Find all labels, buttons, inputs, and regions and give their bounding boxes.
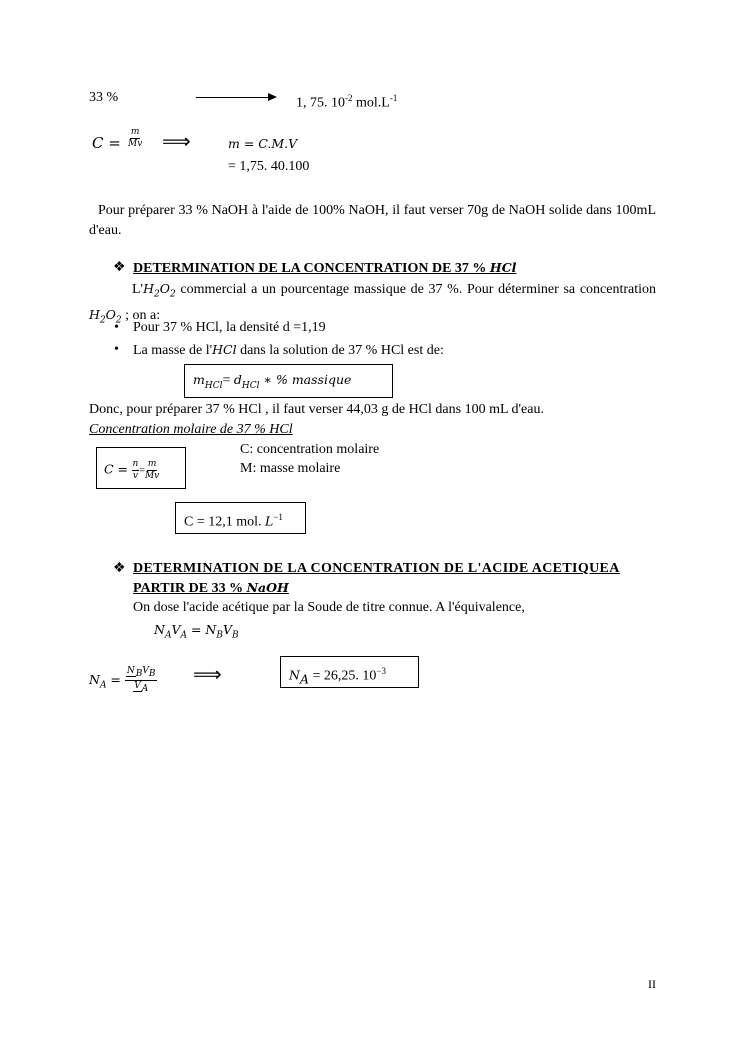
arrow-icon — [196, 97, 268, 98]
formula-rhs: m = C.M.V — [228, 136, 298, 151]
implies-arrow-icon: ⟹ — [162, 131, 191, 153]
bullet-mass — [133, 342, 444, 359]
arrow-head-icon — [268, 93, 277, 101]
text: C = 12,1 mol. — [184, 514, 266, 530]
sub: HCl — [241, 380, 260, 391]
bullet-density: Pour 37 % HCl, la densité d =1,19 — [133, 320, 326, 335]
paragraph-h2o2: $L'H_2O_2$ commercial a un pourcentage massique de 37 %. Pour déterminer sa concentration $H_2O_2$ ; on a: — [89, 281, 656, 325]
rest: ∗ % massique — [259, 372, 352, 387]
legend-c: C: concentration molaire — [240, 442, 380, 457]
denominator: Mv — [128, 139, 143, 149]
text: L' — [132, 282, 144, 297]
eq: = — [222, 373, 234, 388]
na-formula: $N_A$ = $\frac{N_BV_B}{V_A}$ — [89, 666, 156, 694]
sub: 2 — [153, 289, 160, 300]
subtitle-molar: Concentration molaire de 37 % HCl — [89, 422, 293, 437]
sub: A — [99, 680, 107, 691]
section-title-acetic-2 — [133, 580, 289, 597]
title-math: HCl — [489, 260, 517, 275]
paragraph-hcl: Donc, pour préparer 37 % HCl , il faut verser 44,03 g de HCl dans 100 mL d'eau. — [89, 402, 544, 417]
v: V — [171, 622, 181, 637]
math: HCl — [212, 342, 237, 357]
n: N — [89, 671, 100, 687]
sub: A — [141, 683, 149, 694]
text: dans la solution de 37 % HCl est de: — [236, 343, 444, 358]
sub: B — [135, 668, 143, 679]
d: d — [233, 372, 242, 387]
value: = 26,25. 10 — [308, 668, 377, 684]
formula-lhs: C = — [92, 134, 121, 152]
h: H — [143, 281, 154, 296]
v: V — [142, 666, 149, 676]
formula-calc: = 1,75. 40.100 — [228, 159, 310, 174]
n: N — [154, 622, 165, 637]
unit-exp: -1 — [389, 93, 398, 103]
text: ; on a: — [121, 307, 161, 323]
n: N — [126, 666, 135, 676]
o: O — [159, 281, 170, 296]
mv: Mv — [144, 471, 160, 481]
title-text: DETERMINATION DE LA CONCENTRATION DE 37 % — [133, 261, 490, 276]
implies-arrow-icon: ⟹ — [193, 664, 222, 686]
result-value — [184, 509, 283, 531]
math: L — [265, 513, 274, 529]
sub: HCl — [204, 380, 223, 391]
sub: 2 — [169, 289, 176, 300]
math: NaOH — [246, 580, 289, 595]
legend-m: M: masse molaire — [240, 461, 341, 476]
v: V — [134, 680, 141, 691]
lhs: C = — [104, 461, 129, 477]
bullet-diamond-icon: ❖ — [113, 260, 126, 275]
paragraph-naoh: Pour préparer 33 % NaOH à l'aide de 100% NaOH, il faut verser 70g de NaOH solide dans 100mL d'eau. — [89, 203, 656, 238]
section-title-acetic: DETERMINATION DE LA CONCENTRATION DE L'ACIDE ACETIQUEA — [133, 561, 620, 576]
numerator: m — [130, 127, 140, 137]
m: m — [193, 372, 205, 387]
value-exp: -2 — [345, 93, 353, 103]
mass-formula — [193, 372, 351, 394]
text: La masse de l' — [133, 343, 213, 358]
n: N — [289, 667, 300, 683]
value-base: 1, 75. 10 — [296, 95, 345, 111]
eq: = — [139, 465, 145, 477]
eq: = — [106, 671, 121, 687]
exp: −3 — [376, 666, 386, 676]
n: n — [132, 459, 139, 469]
eq: = — [186, 622, 206, 637]
v: v — [132, 471, 138, 481]
formula-fraction — [128, 127, 142, 150]
bullet-diamond-icon: ❖ — [113, 561, 126, 576]
bullet-icon: • — [114, 320, 119, 335]
page-number: II — [648, 977, 656, 991]
m: m — [147, 459, 157, 469]
value-unit: mol.L — [352, 95, 390, 111]
section-title-hcl — [133, 260, 516, 277]
paragraph-acetic: On dose l'acide acétique par la Soude de titre connue. A l'équivalence, — [133, 600, 525, 615]
sub: A — [164, 630, 172, 641]
sub: A — [299, 671, 309, 687]
molar-formula — [104, 459, 159, 482]
exp: −1 — [273, 512, 283, 522]
concentration-value — [296, 90, 397, 112]
na-result — [289, 663, 386, 687]
text: PARTIR DE 33 % — [133, 581, 247, 596]
text: commercial a un pourcentage massique de 37 %. Pour déterminer sa concentration — [175, 282, 656, 297]
bullet-icon: • — [114, 342, 119, 357]
concentration-label: 33 % — [89, 90, 119, 105]
equivalence-equation: $N_AV_A = N_BV_B$ — [154, 622, 239, 641]
